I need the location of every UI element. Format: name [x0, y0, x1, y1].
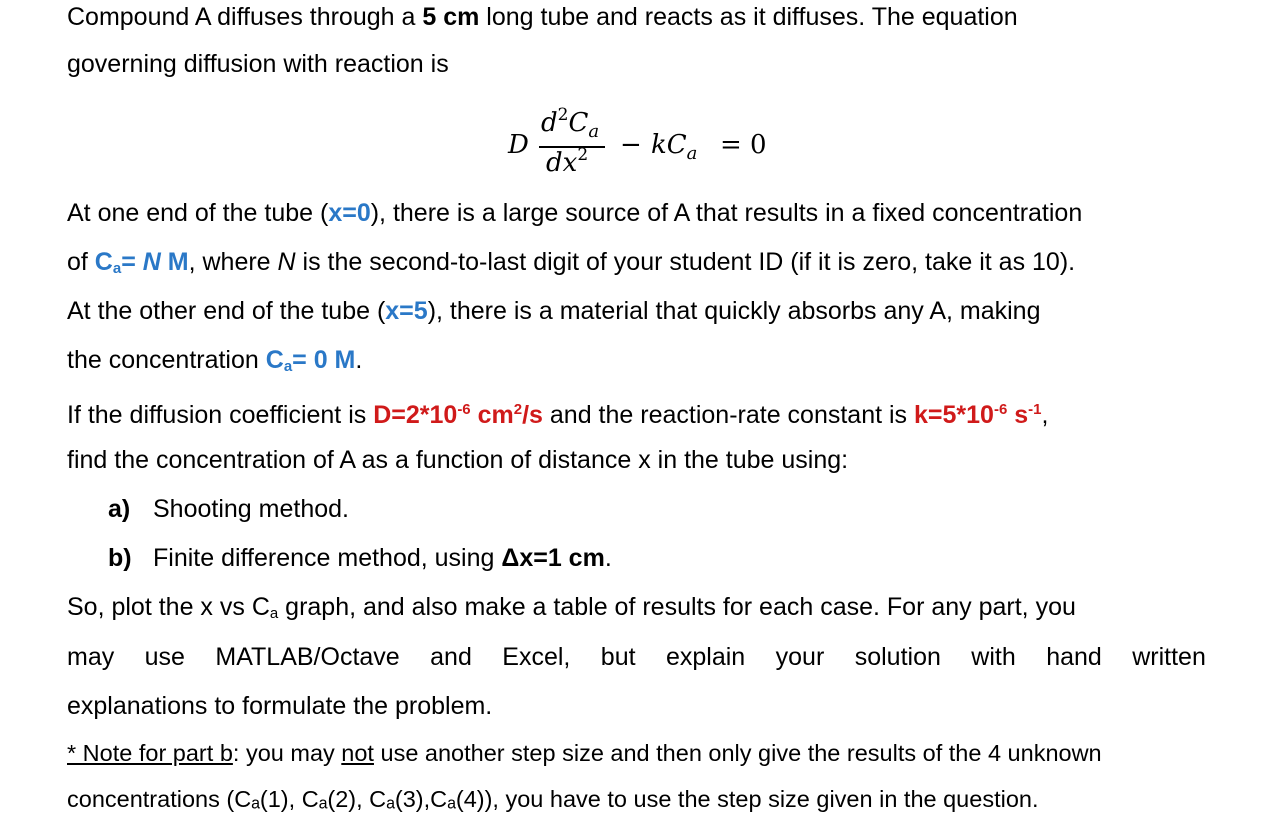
- eq-numerator: $d^2C_a$: [541, 105, 600, 142]
- plot-line-2: may use MATLAB/Octave and Excel, but explain your solution with hand written: [67, 643, 1206, 671]
- params-line-1: If the diffusion coefficient is $D=2*10^{-6}$ $cm^2/s$ and the reaction-rate constant is $k=5*10^{-6}$ $s^{-1}$,: [67, 401, 1049, 429]
- bc-line-1: At one end of the tube (x=0), there is a large source of A that results in a fixed concentration: [67, 199, 1083, 227]
- boundary-x5: x=5: [385, 297, 428, 325]
- params-line-2: find the concentration of A as a function of distance x in the tube using:: [67, 446, 849, 474]
- intro-line-2: [67, 47, 1206, 81]
- text: Compound A diffuses through a: [67, 3, 423, 31]
- text: long tube and reacts as it diffuses. The equation: [479, 3, 1018, 31]
- eq-equals-zero: = 0: [720, 130, 767, 160]
- step-size: Δx=1 cm: [501, 544, 605, 572]
- concentration-Ca-0: $C_a= 0$ M: [265, 346, 356, 375]
- diffusion-equation: [508, 100, 808, 190]
- note-not: not: [341, 740, 374, 766]
- reaction-rate-constant: $k=5*10^{-6}$ $s^{-1}$: [914, 401, 1042, 429]
- item-a: [108, 492, 349, 526]
- boundary-x0: x=0: [328, 199, 371, 227]
- note-label: * Note for part b: [67, 740, 233, 766]
- item-label: b): [108, 544, 132, 572]
- concentration-Ca-N: $C_a= N$ M: [94, 248, 189, 277]
- tube-length: 5 cm: [422, 3, 480, 31]
- plot-line-1: So, plot the x vs $C_a$ graph, and also make a table of results for each case. For any part, you: [67, 593, 1076, 622]
- eq-D: D: [508, 130, 529, 160]
- bc-line-2: of $C_a= N$ M, where N is the second-to-last digit of your student ID (if it is zero, take it as 10).: [67, 248, 1076, 277]
- eq-denominator: $dx^2$: [546, 145, 589, 178]
- intro-line-1: [67, 0, 1206, 34]
- text: governing diffusion with reaction is: [67, 50, 449, 78]
- item-label: a): [108, 495, 131, 523]
- item-b: b) Finite difference method, using Δx=1 cm.: [108, 541, 612, 575]
- note-line-1: * Note for part b: you may not use another step size and then only give the results of the 4 unknown: [67, 740, 1102, 766]
- bc-line-4: the concentration $C_a= 0$ M.: [67, 346, 363, 375]
- note-line-2: concentrations (Cₐ(1), Cₐ(2), Cₐ(3),Cₐ(4)), you have to use the step size given in the question.: [67, 786, 1039, 812]
- plot-line-3: explanations to formulate the problem.: [67, 692, 493, 720]
- bc-line-3: At the other end of the tube (x=5), there is a material that quickly absorbs any A, making: [67, 297, 1041, 325]
- diffusion-coefficient: $D=2*10^{-6}$ $cm^2/s$: [373, 401, 543, 429]
- eq-kCa: $kC_a$: [651, 130, 698, 164]
- item-text: Shooting method.: [153, 495, 349, 523]
- eq-minus: −: [620, 130, 642, 160]
